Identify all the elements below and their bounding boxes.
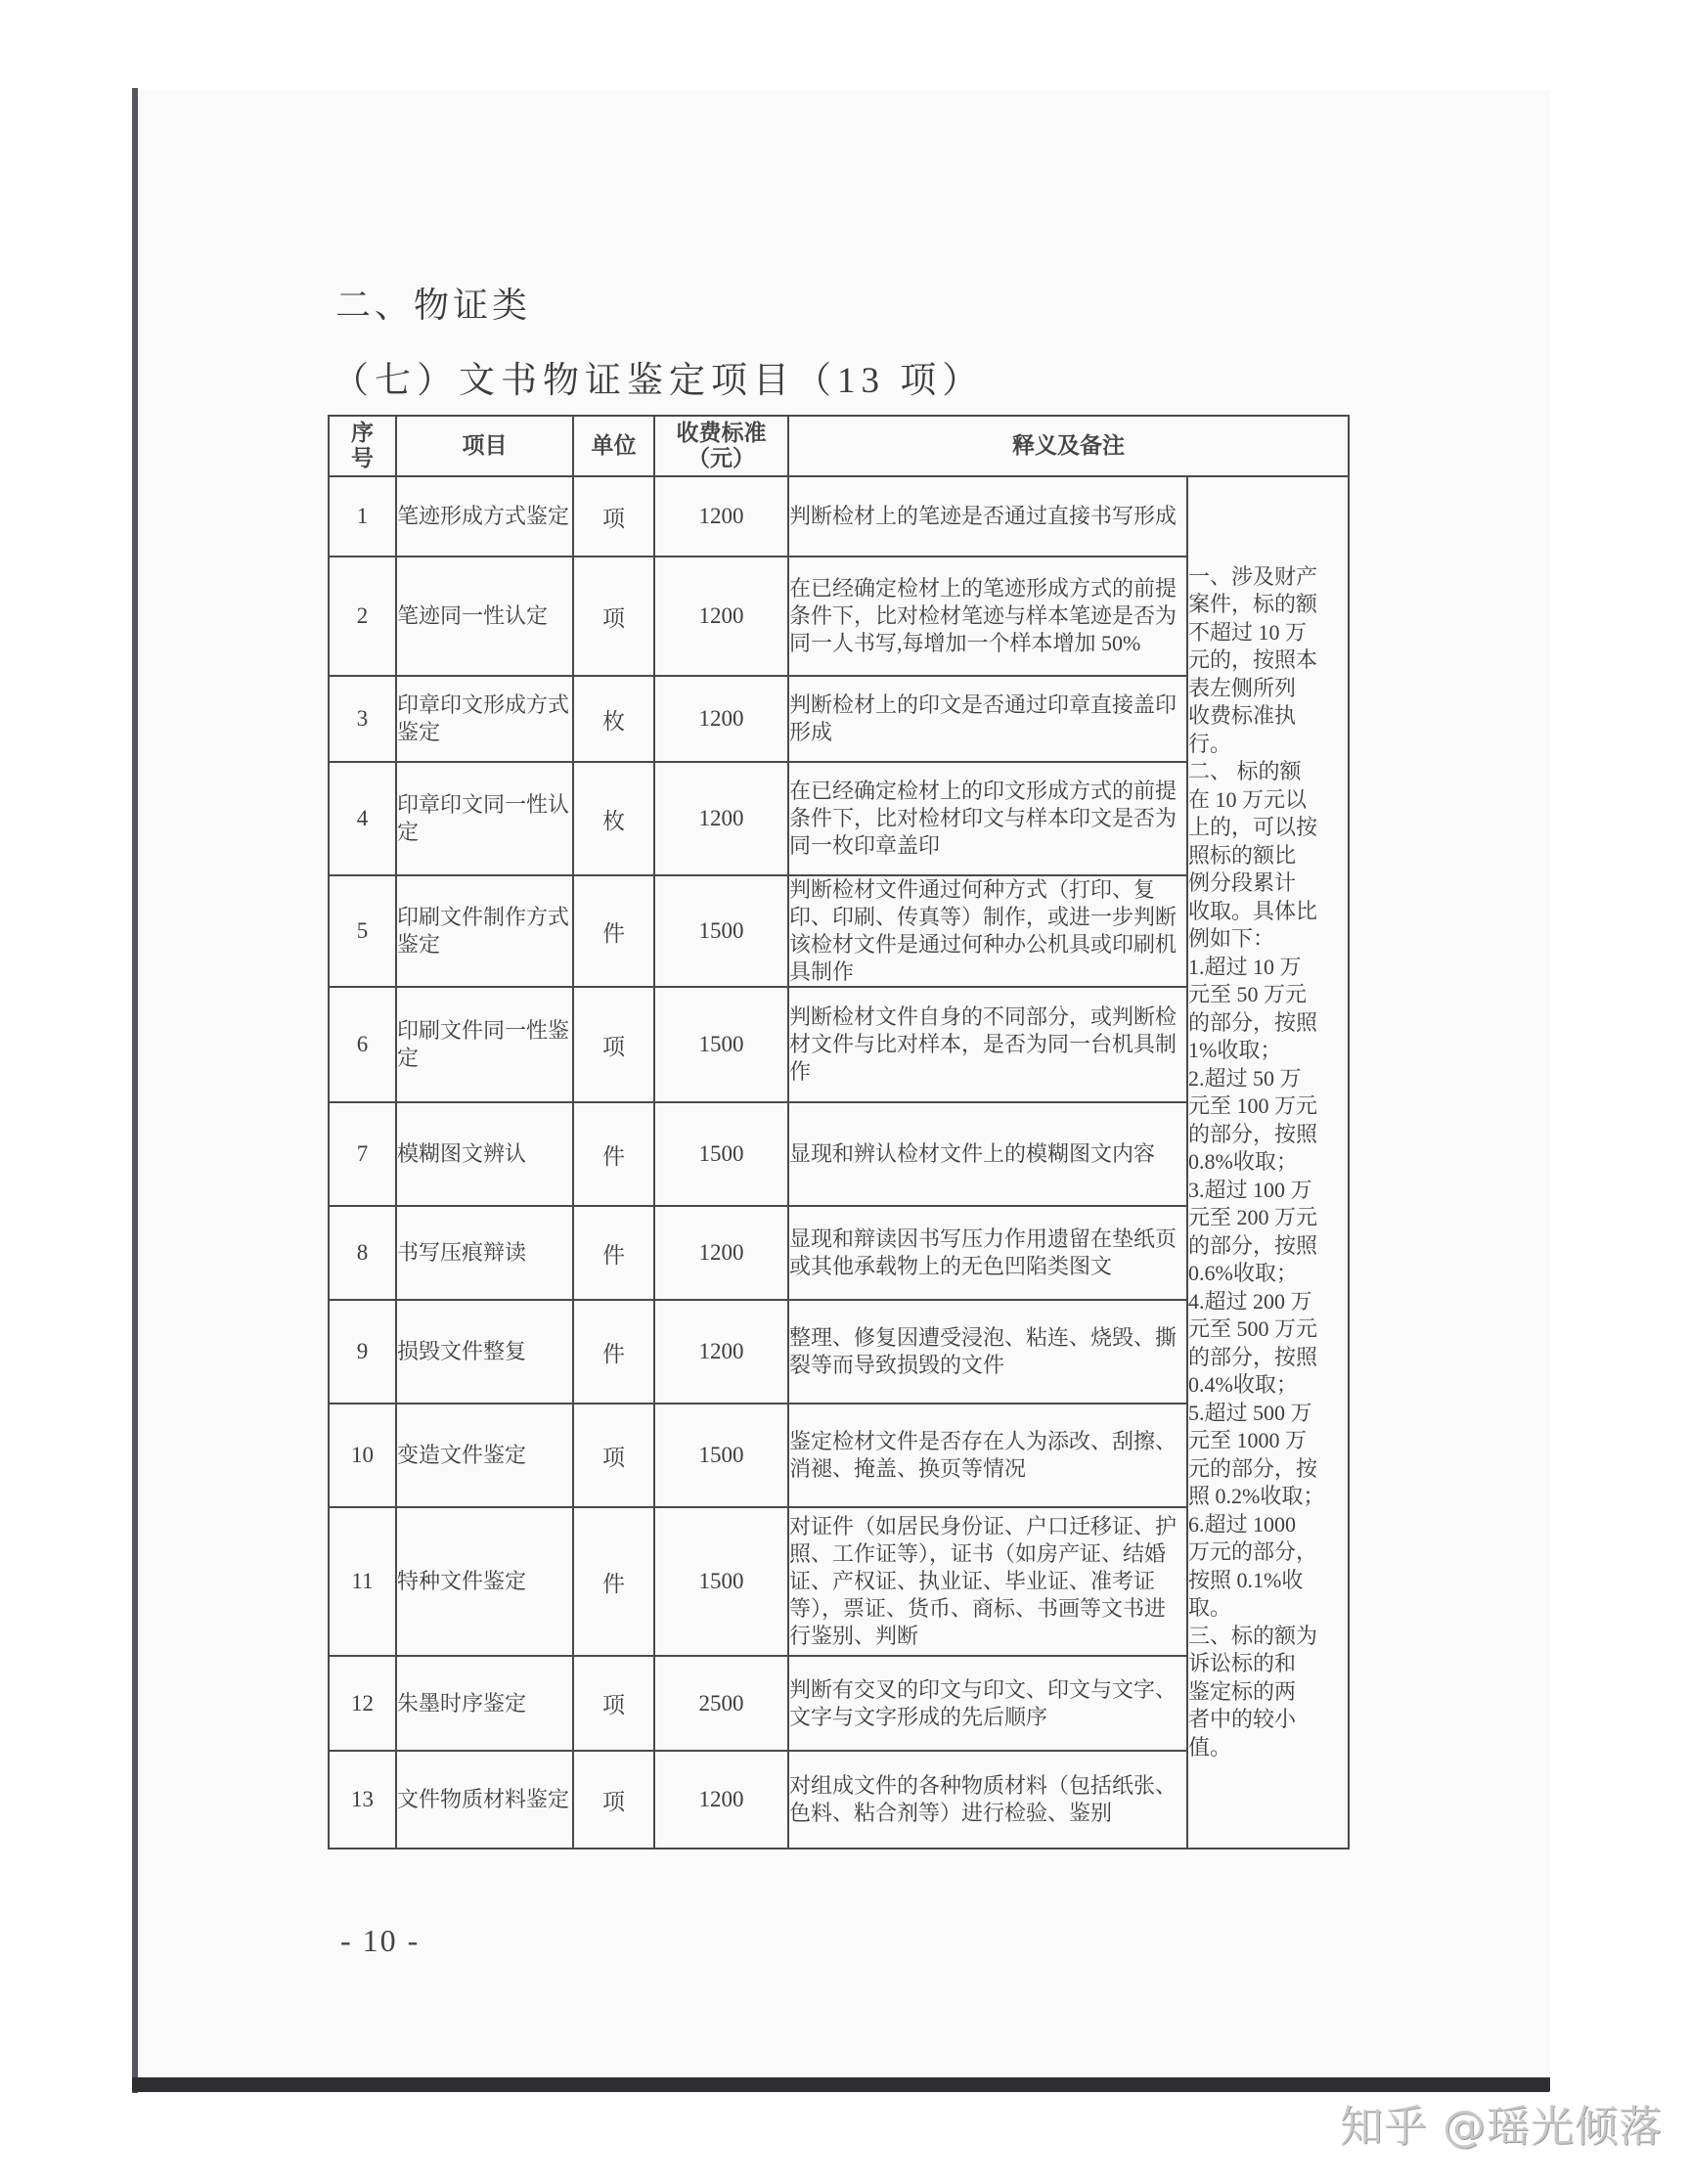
row-unit: 件: [573, 1102, 654, 1206]
row-no: 12: [329, 1656, 396, 1751]
row-fee: 1200: [654, 1300, 788, 1404]
row-unit: 项: [573, 557, 654, 676]
remarks-line: 的部分，按照: [1188, 1232, 1318, 1258]
remarks-line: 案件，标的额: [1188, 592, 1318, 617]
remarks-line: 6.超过 1000: [1188, 1511, 1297, 1537]
row-unit: 件: [573, 1507, 654, 1656]
header-fee: 收费标准（元）: [654, 416, 788, 476]
remarks-line: 元至 100 万元: [1188, 1093, 1318, 1119]
row-description: 对组成文件的各种物质材料（包括纸张、色料、粘合剂等）进行检验、鉴别: [788, 1751, 1187, 1849]
row-item: 变造文件鉴定: [396, 1404, 573, 1507]
remarks-line: 上的，可以按: [1188, 815, 1318, 840]
row-no: 6: [329, 987, 396, 1102]
row-no: 1: [329, 476, 396, 557]
remarks-line: 一、涉及财产: [1188, 563, 1318, 589]
row-fee: 1500: [654, 1507, 788, 1656]
remarks-line: 1.超过 10 万: [1188, 954, 1302, 979]
zhihu-watermark: 知乎 @瑶光倾落: [1340, 2102, 1663, 2152]
row-fee: 1500: [654, 1404, 788, 1507]
remarks-line: 5.超过 500 万: [1188, 1400, 1312, 1425]
remarks-line: 收费标准执: [1188, 703, 1297, 729]
row-item: 书写压痕辩读: [396, 1206, 573, 1300]
row-description: 显现和辩读因书写压力作用遗留在垫纸页或其他承载物上的无色凹陷类图文: [788, 1206, 1187, 1300]
remarks-line: 0.8%收取；: [1188, 1149, 1298, 1175]
remarks-cell: [1187, 476, 1349, 1849]
row-no: 5: [329, 875, 396, 987]
subsection-heading: （七）文书物证鉴定项目（13 项）: [333, 361, 985, 401]
remarks-text: [1188, 563, 1348, 1762]
row-item: 文件物质材料鉴定: [396, 1751, 573, 1849]
header-no: 序号: [329, 416, 396, 476]
row-description: 判断检材上的印文是否通过印章直接盖印形成: [788, 676, 1187, 762]
row-fee: 1200: [654, 762, 788, 875]
row-no: 10: [329, 1404, 396, 1507]
row-description: 判断检材文件自身的不同部分，或判断检材文件与比对样本，是否为同一台机具制作: [788, 987, 1187, 1102]
table-header-row: [329, 416, 1349, 476]
row-description: 对证件（如居民身份证、户口迁移证、护照、工作证等），证书（如房产证、结婚证、产权证、执业证、毕业证、准考证等），票证、货币、商标、书画等文书进行鉴别、判断: [788, 1507, 1187, 1656]
remarks-line: 1%收取；: [1188, 1038, 1282, 1063]
header-item: 项目: [396, 416, 573, 476]
remarks-line: 鉴定标的两: [1188, 1678, 1297, 1704]
remarks-line: 元的，按照本: [1188, 647, 1318, 673]
page-number: - 10 -: [340, 1923, 421, 1958]
remarks-line: 元的部分，按: [1188, 1455, 1318, 1481]
row-no: 7: [329, 1102, 396, 1206]
section-heading: 二、物证类: [335, 286, 532, 325]
row-item: 损毁文件整复: [396, 1300, 573, 1404]
remarks-line: 照标的额比: [1188, 842, 1297, 868]
row-unit: 项: [573, 1404, 654, 1507]
row-item: 印章印文形成方式鉴定: [396, 676, 573, 762]
row-unit: 项: [573, 476, 654, 557]
remarks-line: 行。: [1188, 731, 1232, 756]
remarks-line: 的部分，按照: [1188, 1121, 1318, 1146]
row-item: 笔迹形成方式鉴定: [396, 476, 573, 557]
row-fee: 1200: [654, 476, 788, 557]
row-unit: 枚: [573, 676, 654, 762]
remarks-line: 收取。具体比: [1188, 898, 1318, 923]
remarks-line: 不超过 10 万: [1188, 619, 1308, 645]
remarks-line: 例如下：: [1188, 926, 1275, 952]
row-no: 2: [329, 557, 396, 676]
remarks-line: 0.6%收取；: [1188, 1261, 1298, 1286]
row-no: 4: [329, 762, 396, 875]
row-item: 模糊图文辨认: [396, 1102, 573, 1206]
row-item: 笔迹同一性认定: [396, 557, 573, 676]
row-description: 整理、修复因遭受浸泡、粘连、烧毁、撕裂等而导致损毁的文件: [788, 1300, 1187, 1404]
remarks-line: 照 0.2%收取；: [1188, 1484, 1325, 1509]
row-description: 在已经确定检材上的印文形成方式的前提条件下，比对检材印文与样本印文是否为同一枚印章盖印: [788, 762, 1187, 875]
row-description: 鉴定检材文件是否存在人为添改、刮擦、消褪、掩盖、换页等情况: [788, 1404, 1187, 1507]
remarks-line: 二、 标的额: [1188, 759, 1302, 784]
remarks-line: 2.超过 50 万: [1188, 1065, 1302, 1091]
row-item: 朱墨时序鉴定: [396, 1656, 573, 1751]
row-unit: 项: [573, 1751, 654, 1849]
remarks-line: 表左侧所列: [1188, 675, 1297, 700]
remarks-line: 取。: [1188, 1595, 1232, 1621]
remarks-line: 的部分，按照: [1188, 1009, 1318, 1035]
row-fee: 1500: [654, 1102, 788, 1206]
row-unit: 件: [573, 875, 654, 987]
row-fee: 1200: [654, 1751, 788, 1849]
page-bottom-edge-shadow: [132, 2077, 1550, 2092]
row-item: 印刷文件同一性鉴定: [396, 987, 573, 1102]
remarks-line: 元至 1000 万: [1188, 1428, 1308, 1453]
row-description: 判断检材上的笔迹是否通过直接书写形成: [788, 476, 1187, 557]
row-unit: 件: [573, 1300, 654, 1404]
remarks-line: 4.超过 200 万: [1188, 1288, 1312, 1314]
remarks-line: 诉讼标的和: [1188, 1651, 1297, 1676]
row-fee: 1500: [654, 875, 788, 987]
row-item: 特种文件鉴定: [396, 1507, 573, 1656]
remarks-line: 元至 500 万元: [1188, 1316, 1318, 1342]
row-item: 印刷文件制作方式鉴定: [396, 875, 573, 987]
row-unit: 枚: [573, 762, 654, 875]
remarks-line: 按照 0.1%收: [1188, 1567, 1304, 1592]
row-fee: 1200: [654, 1206, 788, 1300]
remarks-line: 在 10 万元以: [1188, 786, 1308, 812]
fee-standard-table: [328, 415, 1350, 1850]
remarks-line: 万元的部分，: [1188, 1539, 1318, 1565]
header-description: 释义及备注: [788, 416, 1349, 476]
header-unit: 单位: [573, 416, 654, 476]
remarks-line: 三、标的额为: [1188, 1623, 1318, 1648]
table-row: [329, 476, 1349, 557]
page-left-edge-shadow: [132, 88, 138, 2093]
row-fee: 1200: [654, 676, 788, 762]
remarks-line: 元至 200 万元: [1188, 1205, 1318, 1230]
row-fee: 1500: [654, 987, 788, 1102]
row-no: 8: [329, 1206, 396, 1300]
remarks-line: 者中的较小: [1188, 1707, 1297, 1732]
row-no: 11: [329, 1507, 396, 1656]
row-unit: 项: [573, 987, 654, 1102]
row-no: 3: [329, 676, 396, 762]
row-description: 判断检材文件通过何种方式（打印、复印、印刷、传真等）制作，或进一步判断该检材文件是通过何种办公机具或印刷机具制作: [788, 875, 1187, 987]
remarks-line: 0.4%收取；: [1188, 1372, 1298, 1398]
row-no: 9: [329, 1300, 396, 1404]
row-fee: 1200: [654, 557, 788, 676]
row-description: 显现和辨认检材文件上的模糊图文内容: [788, 1102, 1187, 1206]
row-description: 判断有交叉的印文与印文、印文与文字、文字与文字形成的先后顺序: [788, 1656, 1187, 1751]
row-unit: 件: [573, 1206, 654, 1300]
remarks-line: 值。: [1188, 1734, 1232, 1760]
remarks-line: 元至 50 万元: [1188, 982, 1308, 1007]
row-description: 在已经确定检材上的笔迹形成方式的前提条件下，比对检材笔迹与样本笔迹是否为同一人书写,每增加一个样本增加 50%: [788, 557, 1187, 676]
row-fee: 2500: [654, 1656, 788, 1751]
row-unit: 项: [573, 1656, 654, 1751]
remarks-line: 例分段累计: [1188, 870, 1297, 896]
row-no: 13: [329, 1751, 396, 1849]
row-item: 印章印文同一性认定: [396, 762, 573, 875]
remarks-line: 3.超过 100 万: [1188, 1177, 1312, 1202]
remarks-line: 的部分，按照: [1188, 1344, 1318, 1369]
